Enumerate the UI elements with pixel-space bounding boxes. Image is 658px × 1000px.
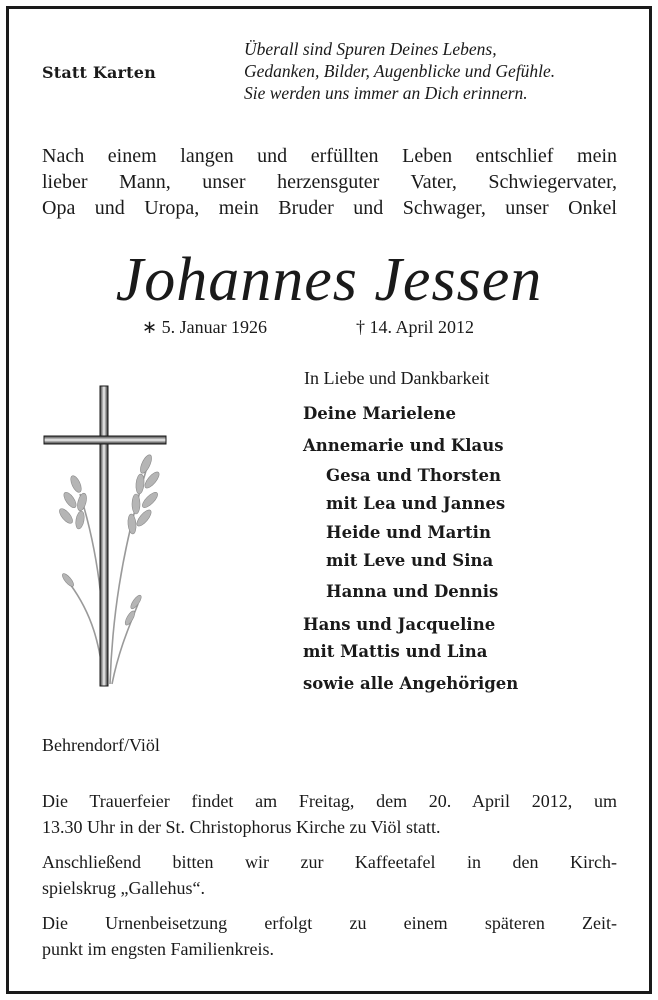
coffee-line: spielskrug „Gallehus“. bbox=[42, 878, 205, 898]
mourner-line: mit Leve und Sina bbox=[326, 551, 494, 570]
urn-line: Die Urnenbeisetzung erfolgt zu einem späteren Zeit- bbox=[42, 913, 617, 933]
poem-line: Überall sind Spuren Deines Lebens, bbox=[244, 39, 497, 59]
mourner-line: Annemarie und Klaus bbox=[303, 436, 504, 455]
poem bbox=[244, 38, 644, 104]
intro-line: lieber Mann, unser herzensguter Vater, Schwiegervater, bbox=[42, 171, 617, 193]
poem-line: Gedanken, Bilder, Augenblicke und Gefühle. bbox=[244, 61, 556, 81]
mourner-line: Hanna und Dennis bbox=[326, 582, 499, 601]
mourners-heading: In Liebe und Dankbarkeit bbox=[304, 368, 490, 388]
mourner-line: Hans und Jacqueline bbox=[303, 615, 496, 634]
mourner-line: Heide und Martin bbox=[326, 523, 491, 542]
birth-date: ∗ 5. Januar 1926 bbox=[142, 317, 268, 337]
mourner-line: Deine Marielene bbox=[303, 404, 456, 423]
intro-line: Nach einem langen und erfüllten Leben entschlief mein bbox=[42, 145, 617, 167]
mourner-line: Gesa und Thorsten bbox=[326, 466, 501, 485]
mourner-line: sowie alle Angehörigen bbox=[303, 674, 519, 693]
intro-line: Opa und Uropa, mein Bruder und Schwager, unser Onkel bbox=[42, 197, 617, 219]
poem-line: Sie werden uns immer an Dich erinnern. bbox=[244, 83, 528, 103]
death-date: † 14. April 2012 bbox=[356, 317, 475, 337]
cross-with-wheat-icon bbox=[40, 384, 180, 694]
deceased-name: Johannes Jessen bbox=[115, 246, 543, 314]
coffee-text bbox=[42, 849, 617, 901]
funeral-line: Die Trauerfeier findet am Freitag, dem 20. April 2012, um bbox=[42, 791, 617, 811]
statt-karten-label: Statt Karten bbox=[42, 63, 156, 82]
urn-line: punkt im engsten Familienkreis. bbox=[42, 939, 274, 959]
intro-text bbox=[42, 143, 617, 221]
funeral-line: 13.30 Uhr in der St. Christophorus Kirche zu Viöl statt. bbox=[42, 817, 441, 837]
mourner-line: mit Mattis und Lina bbox=[303, 642, 488, 661]
mourner-line: mit Lea und Jannes bbox=[326, 494, 506, 513]
place: Behrendorf/Viöl bbox=[42, 735, 160, 755]
coffee-line: Anschließend bitten wir zur Kaffeetafel in den Kirch- bbox=[42, 852, 617, 872]
urn-text bbox=[42, 910, 617, 962]
funeral-text bbox=[42, 788, 617, 840]
